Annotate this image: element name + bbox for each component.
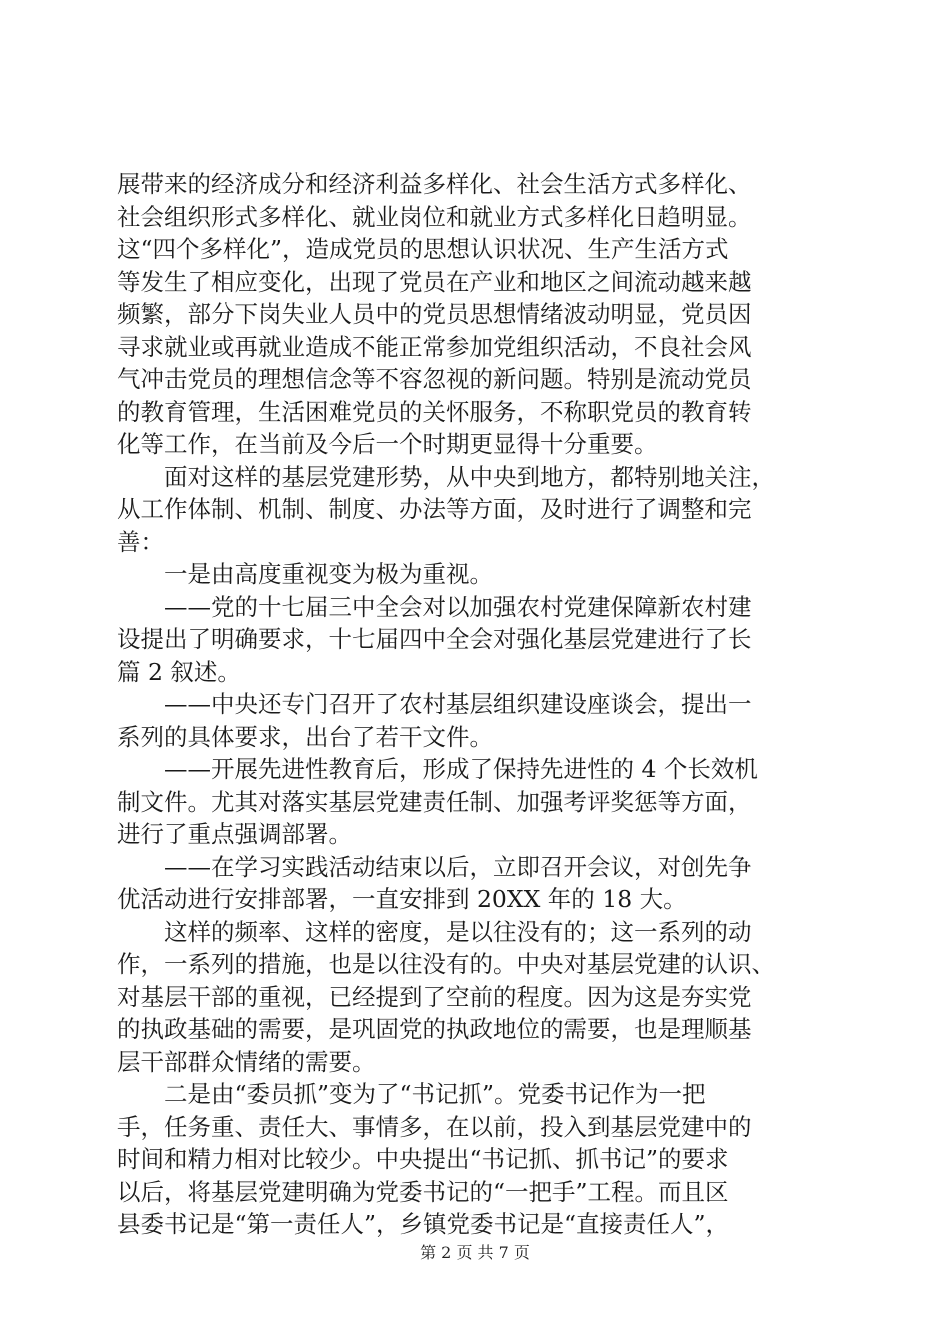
text-line: 系列的具体要求，出台了若干文件。 xyxy=(117,722,493,751)
text-line: 这样的频率、这样的密度，是以往没有的；这一系列的动 xyxy=(117,917,752,946)
text-line: 的教育管理，生活困难党员的关怀服务，不称职党员的教育转 xyxy=(117,397,752,426)
text-line: 优活动进行安排部署，一直安排到 20XX 年的 18 大。 xyxy=(117,885,687,913)
text-line: 作，一系列的措施，也是以往没有的。中央对基层党建的认识、 xyxy=(117,950,775,978)
text-line: 时间和精力相对比较少。中央提出“书记抓、抓书记”的要求 xyxy=(117,1145,729,1173)
text-line: 一是由高度重视变为极为重视。 xyxy=(117,560,493,588)
page-footer: 第 2 页 共 7 页 xyxy=(420,1243,530,1262)
text-line: 县委书记是“第一责任人”，乡镇党委书记是“直接责任人”， xyxy=(117,1210,730,1238)
text-line: 面对这样的基层党建形势，从中央到地方，都特别地关注， xyxy=(117,462,775,491)
text-line: 等发生了相应变化，出现了党员在产业和地区之间流动越来越 xyxy=(117,267,752,296)
document-body xyxy=(117,168,837,1241)
text-line: 寻求就业或再就业造成不能正常参加党组织活动，不良社会风 xyxy=(117,332,752,361)
text-line: 手，任务重、责任大、事情多，在以前，投入到基层党建中的 xyxy=(117,1112,752,1141)
text-line: 篇 2 叙述。 xyxy=(117,657,241,686)
text-line: 社会组织形式多样化、就业岗位和就业方式多样化日趋明显。 xyxy=(117,202,752,231)
text-line: 对基层干部的重视，已经提到了空前的程度。因为这是夯实党 xyxy=(117,982,752,1011)
text-line: 设提出了明确要求，十七届四中全会对强化基层党建进行了长 xyxy=(117,625,752,653)
text-line: 二是由“委员抓”变为了“书记抓”。党委书记作为一把 xyxy=(117,1080,706,1108)
text-line: 从工作体制、机制、制度、办法等方面，及时进行了调整和完 xyxy=(117,495,752,523)
text-line: 频繁，部分下岗失业人员中的党员思想情绪波动明显，党员因 xyxy=(117,300,752,328)
text-line: 层干部群众情绪的需要。 xyxy=(117,1047,376,1076)
text-line: 以后，将基层党建明确为党委书记的“一把手”工程。而且区 xyxy=(117,1177,729,1206)
text-line: 的执政基础的需要，是巩固党的执政地位的需要，也是理顺基 xyxy=(117,1015,752,1043)
text-line: ——党的十七届三中全会对以加强农村党建保障新农村建 xyxy=(117,592,752,621)
text-line: ——中央还专门召开了农村基层组织建设座谈会，提出一 xyxy=(117,690,752,718)
text-line: ——开展先进性教育后，形成了保持先进性的 4 个长效机 xyxy=(117,755,758,783)
text-line: 气冲击党员的理想信念等不容忽视的新问题。特别是流动党员 xyxy=(117,365,752,393)
text-line: 制文件。尤其对落实基层党建责任制、加强考评奖惩等方面， xyxy=(117,787,752,816)
text-line: 善： xyxy=(117,527,164,556)
text-line: 进行了重点强调部署。 xyxy=(117,820,352,848)
text-line: 化等工作，在当前及今后一个时期更显得十分重要。 xyxy=(117,430,658,458)
text-line: ——在学习实践活动结束以后，立即召开会议，对创先争 xyxy=(117,852,752,881)
text-line: 这“四个多样化”，造成党员的思想认识状况、生产生活方式 xyxy=(117,235,729,263)
text-line: 展带来的经济成分和经济利益多样化、社会生活方式多样化、 xyxy=(117,170,752,198)
